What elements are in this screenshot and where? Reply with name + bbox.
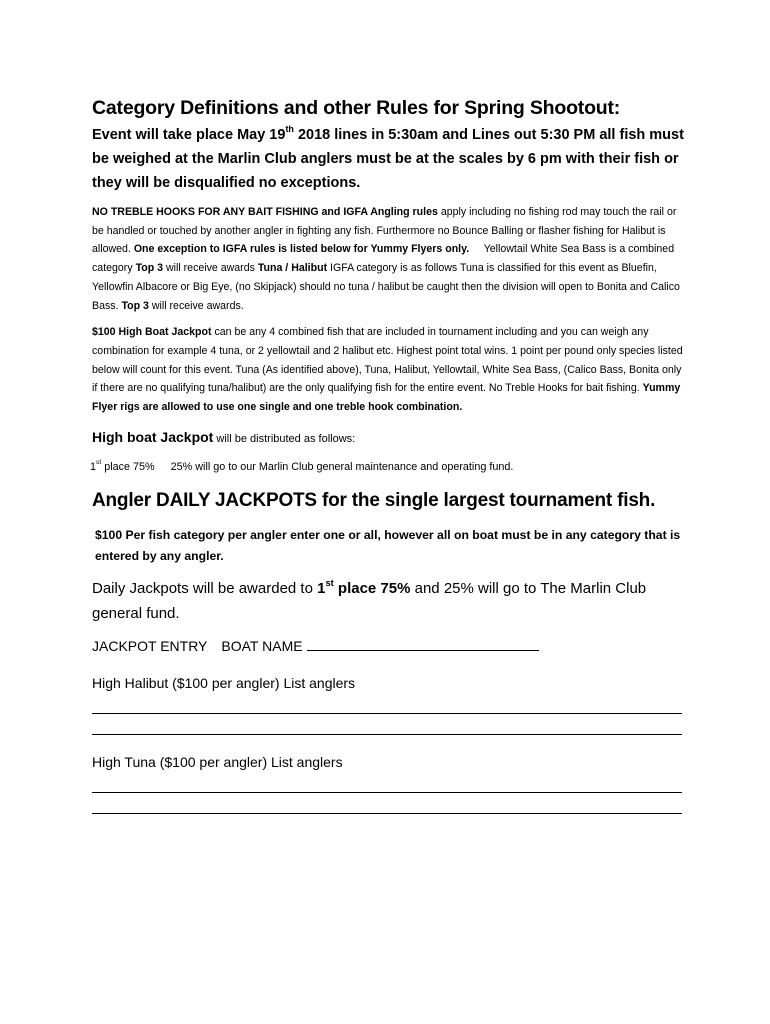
jackpot-text-1: can be any 4 combined fish that are included in tournament including and you can weigh any combination for example 4 tuna, or 2 yellowtail and 2 halibut etc. Highest point total wins. 1 point per pound only species listed below will count for this event. Tuna (As identified above), Tuna, Halibut, Yellowtail, White Sea Bass, (Calico Bass, Bonita only if there are no qualifying tuna/halibut) are the only qualifying fish for the entire event. No Treble Hooks for bait fishing.	[92, 326, 683, 395]
rules-bold-1: NO TREBLE HOOKS FOR ANY BAIT FISHING and IGFA Angling rules	[92, 206, 438, 218]
intro-text-a: Event will take place May 19	[92, 127, 286, 143]
tuna-anglers-line-2[interactable]	[92, 793, 682, 814]
intro-text-b: 2018 lines in 5:30am and Lines out 5:30 PM all fish must be weighed at the Marlin Club anglers must be at the scales by 6 pm with their fish or they will be disqualified no exceptions.	[92, 127, 684, 191]
high-tuna-label: High Tuna ($100 per angler) List anglers	[92, 753, 343, 770]
document-content	[92, 95, 684, 814]
rules-text-3: will receive awards	[163, 262, 258, 275]
boat-name-label: BOAT NAME	[221, 637, 303, 654]
high-boat-bold: High boat Jackpot	[92, 428, 214, 445]
rules-text-1: apply including no fishing rod may touch the rail or be handled or touched by another angler in fighting any fish. Furthermore no Bounce Balling or flasher fishing for Halibut is allowed.	[92, 206, 677, 256]
high-boat-line	[92, 427, 684, 449]
tuna-anglers-line-1[interactable]	[92, 772, 682, 793]
dist-place: place 75%	[101, 460, 155, 473]
rules-bold-2: One exception to IGFA rules is listed below for Yummy Flyers only.	[133, 243, 470, 256]
daily-sup: st	[325, 577, 334, 588]
dist-first: 1	[90, 460, 97, 473]
rules-bold-5: Top 3	[121, 299, 149, 312]
dist-sup: st	[96, 459, 102, 467]
high-halibut-label: High Halibut ($100 per angler) List anglers	[92, 674, 356, 691]
jackpot-paragraph	[92, 323, 684, 417]
jackpot-entry-line	[92, 636, 684, 656]
dist-rest: 25% will go to our Marlin Club general maintenance and operating fund.	[170, 460, 514, 473]
event-intro	[92, 123, 684, 195]
high-boat-rest: will be distributed as follows:	[213, 432, 356, 445]
halibut-anglers-line-1[interactable]	[92, 693, 682, 714]
daily-jackpot-text	[92, 576, 684, 626]
rules-text-4: IGFA category is as follows Tuna is classified for this event as Bluefin, Yellowfin Albacore or Big Eye, (no Skipjack) should no tuna / halibut be caught then the division will open to Bonita and Calico Bass.	[92, 262, 680, 312]
angler-jackpots-title: Angler DAILY JACKPOTS for the single largest tournament fish.	[92, 489, 656, 511]
jackpot-bold-2: Yummy Flyer rigs are allowed to use one single and one treble hook combination.	[92, 382, 681, 414]
per-fish-text: $100 Per fish category per angler enter one or all, however all on boat must be in any category that is entered by any angler.	[95, 527, 681, 563]
daily-place: place 75%	[333, 579, 411, 597]
rules-bold-4: Tuna / Halibut	[257, 262, 328, 275]
boat-name-blank[interactable]	[307, 636, 539, 651]
jackpot-entry-label: JACKPOT ENTRY	[92, 637, 208, 654]
page-title: Category Definitions and other Rules for Spring Shootout:	[92, 97, 621, 119]
daily-text-a: Daily Jackpots will be awarded to	[92, 579, 318, 597]
jackpot-bold-1: $100 High Boat Jackpot	[92, 326, 212, 339]
distribution-line	[90, 458, 684, 476]
daily-first: 1	[317, 579, 326, 597]
halibut-anglers-line-2[interactable]	[92, 714, 682, 735]
rules-text-5: will receive awards.	[148, 299, 244, 312]
daily-text-d: and 25% will go to The Marlin Club general fund.	[92, 579, 647, 622]
rules-bold-3: Top 3	[135, 262, 164, 275]
intro-sup: th	[285, 124, 294, 135]
rules-text-2: Yellowtail White Sea Bass is a combined category	[92, 243, 678, 275]
rules-paragraph	[92, 203, 684, 315]
